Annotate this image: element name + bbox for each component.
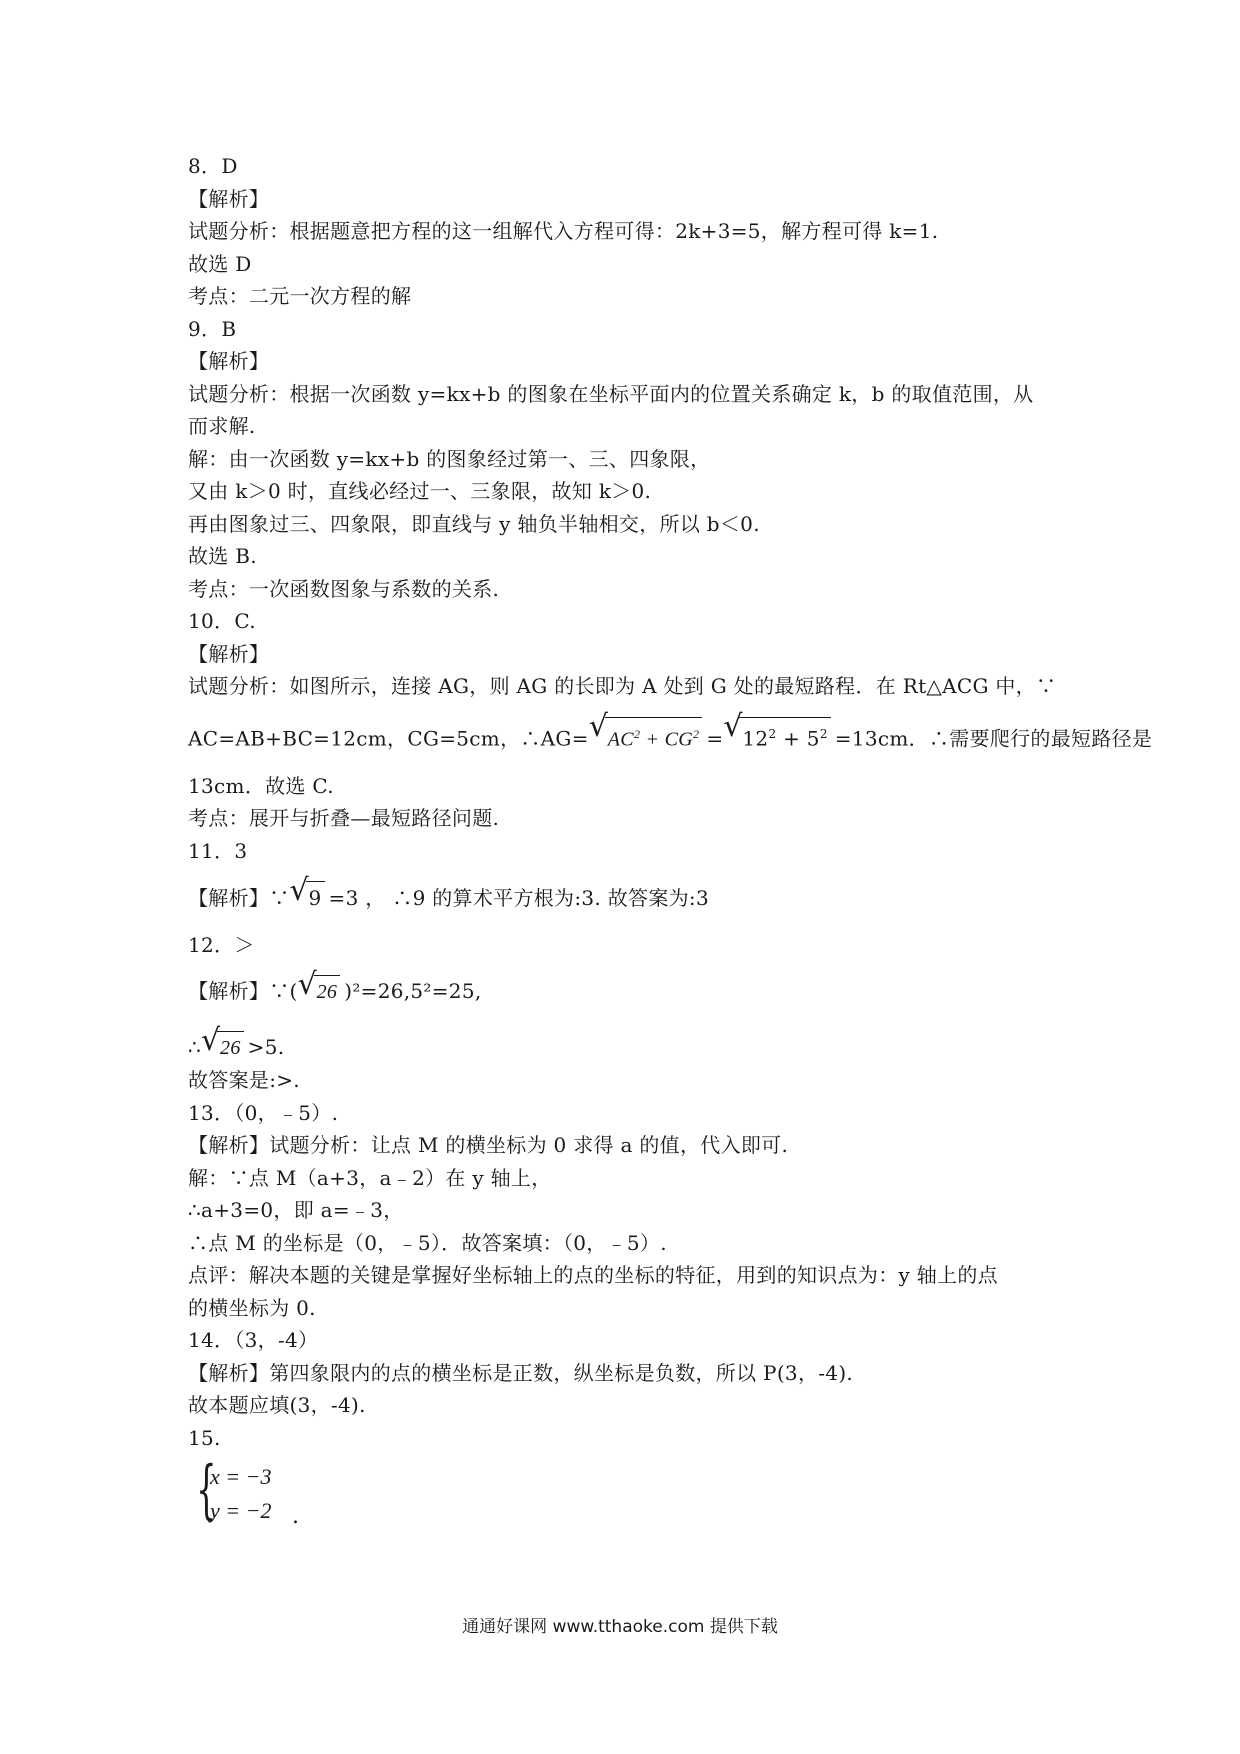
- sqrt-ac-cg: [588, 708, 703, 756]
- radical-sign-icon: √: [289, 873, 309, 909]
- q9-analysis-2: 而求解.: [188, 414, 256, 438]
- q12-tag: 【解析】: [188, 979, 270, 1004]
- q13-solution-2: ∴a+3=0，即 a=﹣3，: [188, 1198, 404, 1223]
- page-footer: 通通好课网 www.tthaoke.com 提供下载: [462, 1617, 778, 1637]
- q9-solution-1: 解：由一次函数 y=kx+b 的图象经过第一、三、四象限，: [188, 446, 711, 471]
- q10-point: 考点：展开与折叠—最短路径问题.: [188, 806, 500, 831]
- q14-final: 故本题应填(3，-4).: [188, 1393, 366, 1418]
- q14-analysis-line: [188, 1357, 1068, 1390]
- q14-tag: 【解析】: [188, 1360, 270, 1385]
- q15-end-dot: .: [292, 1504, 299, 1530]
- q14-answer: 14．（3，-4）: [188, 1328, 319, 1353]
- sqrt-26-radicand: 26: [314, 975, 341, 1009]
- q9-choice: 故选 B.: [188, 544, 257, 568]
- q15-eq-x: x = −3: [210, 1464, 272, 1490]
- q8-point: 考点：二元一次方程的解: [188, 284, 412, 308]
- q10-tag: 【解析】: [188, 641, 270, 666]
- q9-answer: 9．B: [188, 316, 237, 341]
- q10-line2-prefix: AC=AB+BC=12cm，CG=5cm，∴AG=: [188, 726, 589, 751]
- q11-tag: 【解析】: [188, 886, 270, 911]
- sqrt-12-5: [723, 708, 830, 755]
- q11-eq: =3 ，: [328, 886, 386, 911]
- q8-tag: 【解析】: [188, 186, 270, 211]
- q13-solution-1: 解：∵点 M（a+3，a﹣2）在 y 轴上，: [188, 1165, 552, 1190]
- left-brace-icon: {: [196, 1453, 217, 1528]
- q11-analysis: [188, 873, 1068, 915]
- q9-analysis-1: 试题分析：根据一次函数 y=kx+b 的图象在坐标平面内的位置关系确定 k，b 的取值范围，从: [188, 381, 1034, 406]
- q8-analysis: 试题分析：根据题意把方程的这一组解代入方程可得：2k+3=5，解方程可得 k=1.: [188, 219, 939, 243]
- q13-answer: 13．（0，﹣5）.: [188, 1100, 339, 1125]
- q12-gt: >5.: [247, 1034, 285, 1059]
- q10-answer: 10．C.: [188, 609, 256, 633]
- sqrt-ac-cg-radicand: $AC^2 + CG^2$: [605, 717, 703, 756]
- radical-sign-icon: √: [723, 708, 743, 744]
- q10-line2-suffix: =13cm．∴需要爬行的最短路径是: [834, 726, 1153, 751]
- q12-conclusion: [188, 1022, 1068, 1065]
- q11-rest: ∴9 的算术平方根为:3. 故答案为:3: [392, 886, 709, 911]
- q12-answer: 12．＞: [188, 932, 255, 957]
- q9-solution-3: 再由图象过三、四象限，即直线与 y 轴负半轴相交，所以 b＜0.: [188, 511, 760, 536]
- sqrt-12-5-radicand: $12^2 + 5^2$: [739, 717, 830, 755]
- q13-analysis-line: [188, 1129, 1068, 1162]
- sqrt-9-radicand: 9: [306, 881, 325, 915]
- q15-eq-y: y = −2: [210, 1498, 272, 1524]
- because-symbol: ∵: [269, 886, 290, 911]
- q12-final: 故答案是:>.: [188, 1068, 300, 1093]
- q13-solution-3: ∴点 M 的坐标是（0，﹣5）．故答案填：（0，﹣5）.: [188, 1230, 667, 1255]
- sqrt-26-b-radicand: 26: [217, 1031, 244, 1065]
- q13-tag: 【解析】: [188, 1133, 270, 1158]
- q9-point: 考点：一次函数图象与系数的关系.: [188, 576, 500, 601]
- q8-answer: 8．D: [188, 154, 238, 178]
- radical-sign-icon: √: [297, 967, 318, 1003]
- q13-comment-1: 点评：解决本题的关键是掌握好坐标轴上的点的坐标的特征，用到的知识点为：y 轴上的点: [188, 1263, 998, 1288]
- q12-line1-rest: )²=26,5²=25,: [344, 979, 482, 1004]
- q10-line3: 13cm．故选 C.: [188, 773, 334, 798]
- q12-analysis: [188, 967, 1068, 1009]
- sqrt-26: [297, 967, 341, 1009]
- equation-system: [188, 1453, 1068, 1536]
- q13-analysis: 试题分析：让点 M 的横坐标为 0 求得 a 的值，代入即可.: [269, 1133, 789, 1158]
- q8-choice: 故选 D: [188, 251, 252, 276]
- q13-comment-2: 的横坐标为 0.: [188, 1295, 316, 1320]
- radical-sign-icon: √: [201, 1022, 221, 1058]
- therefore-symbol: ∴: [188, 1034, 202, 1059]
- sqrt-9: [289, 873, 325, 915]
- sqrt-26-b: [201, 1022, 244, 1065]
- q9-tag: 【解析】: [188, 349, 270, 373]
- radical-sign-icon: √: [588, 708, 609, 744]
- q12-because: ∵(: [269, 979, 298, 1004]
- q14-analysis: 第四象限内的点的横坐标是正数，纵坐标是负数，所以 P(3，-4).: [269, 1360, 854, 1385]
- q11-answer: 11．3: [188, 838, 248, 863]
- q15-answer: 15.: [188, 1425, 221, 1450]
- q9-solution-2: 又由 k＞0 时，直线必经过一、三象限，故知 k＞0.: [188, 479, 652, 503]
- q10-analysis-1: 试题分析：如图所示，连接 AG，则 AG 的长即为 A 处到 G 处的最短路程．在 Rt△ACG 中，∵: [188, 674, 1057, 698]
- document-page: [188, 150, 1153, 1536]
- q10-formula-line: AC=AB+BC=12cm，CG=5cm，∴AG= √ $AC^2 + CG^2$ = √ $12^2 + 5^2 =13cm$．∴需要爬行的最短路径是: [188, 717, 1068, 756]
